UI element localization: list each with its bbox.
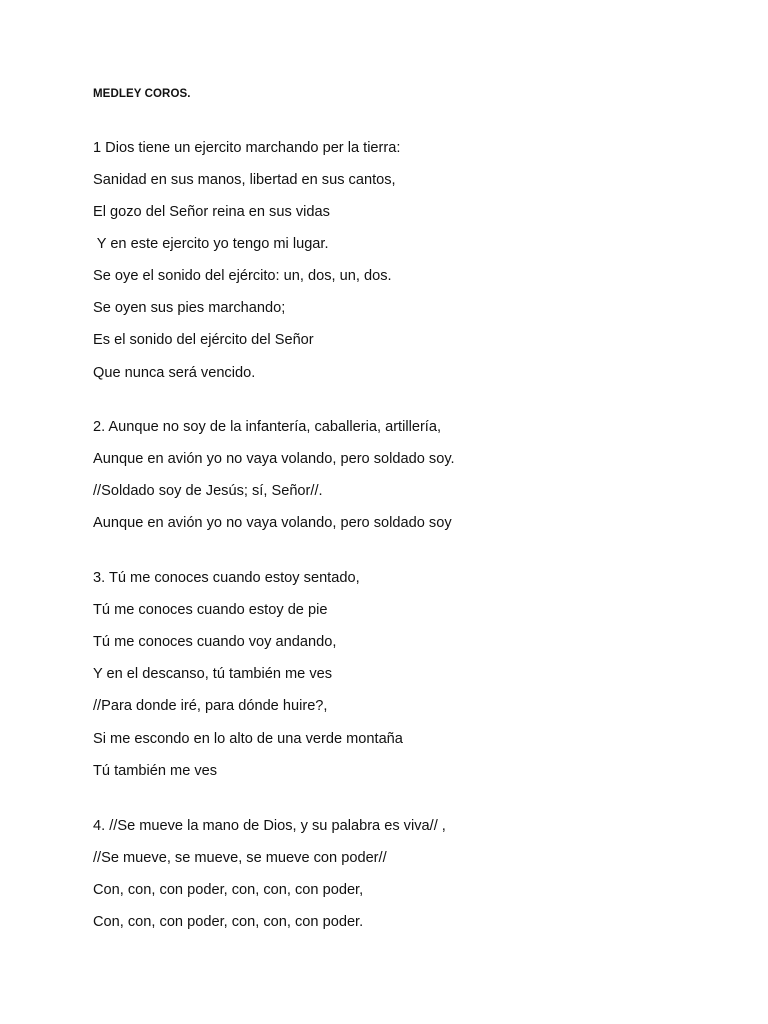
stanza-1-line-2: Sanidad en sus manos, libertad en sus cantos, <box>93 172 396 188</box>
stanza-2-line-1: 2. Aunque no soy de la infantería, caballeria, artillería, <box>93 419 442 435</box>
document-title: MEDLEY COROS. <box>93 88 191 100</box>
stanza-3-line-7: Tú también me ves <box>93 763 218 779</box>
stanza-1-line-3: El gozo del Señor reina en sus vidas <box>93 204 330 220</box>
stanza-2-line-3: //Soldado soy de Jesús; sí, Señor//. <box>93 483 323 499</box>
stanza-4-line-3: Con, con, con poder, con, con, con poder, <box>93 882 364 898</box>
stanza-3-line-6: Si me escondo en lo alto de una verde montaña <box>93 731 403 747</box>
stanza-2-line-2: Aunque en avión yo no vaya volando, pero soldado soy. <box>93 451 455 467</box>
stanza-4-line-4: Con, con, con poder, con, con, con poder. <box>93 914 364 930</box>
stanza-1-line-1: 1 Dios tiene un ejercito marchando per la tierra: <box>93 140 401 156</box>
stanza-4-line-1: 4. //Se mueve la mano de Dios, y su palabra es viva// , <box>93 818 446 834</box>
stanza-1-line-8: Que nunca será vencido. <box>93 365 256 381</box>
stanza-3-line-2: Tú me conoces cuando estoy de pie <box>93 602 328 618</box>
stanza-4-line-2: //Se mueve, se mueve, se mueve con poder// <box>93 850 387 866</box>
stanza-1-line-4: Y en este ejercito yo tengo mi lugar. <box>93 236 329 252</box>
stanza-2-line-4: Aunque en avión yo no vaya volando, pero soldado soy <box>93 515 452 531</box>
stanza-1-line-7: Es el sonido del ejército del Señor <box>93 332 314 348</box>
stanza-3-line-4: Y en el descanso, tú también me ves <box>93 666 333 682</box>
stanza-3-line-1: 3. Tú me conoces cuando estoy sentado, <box>93 570 360 586</box>
stanza-3-line-5: //Para donde iré, para dónde huire?, <box>93 698 328 714</box>
stanza-1-line-5: Se oye el sonido del ejército: un, dos, un, dos. <box>93 268 392 284</box>
stanza-1-line-6: Se oyen sus pies marchando; <box>93 300 286 316</box>
stanza-3-line-3: Tú me conoces cuando voy andando, <box>93 634 337 650</box>
